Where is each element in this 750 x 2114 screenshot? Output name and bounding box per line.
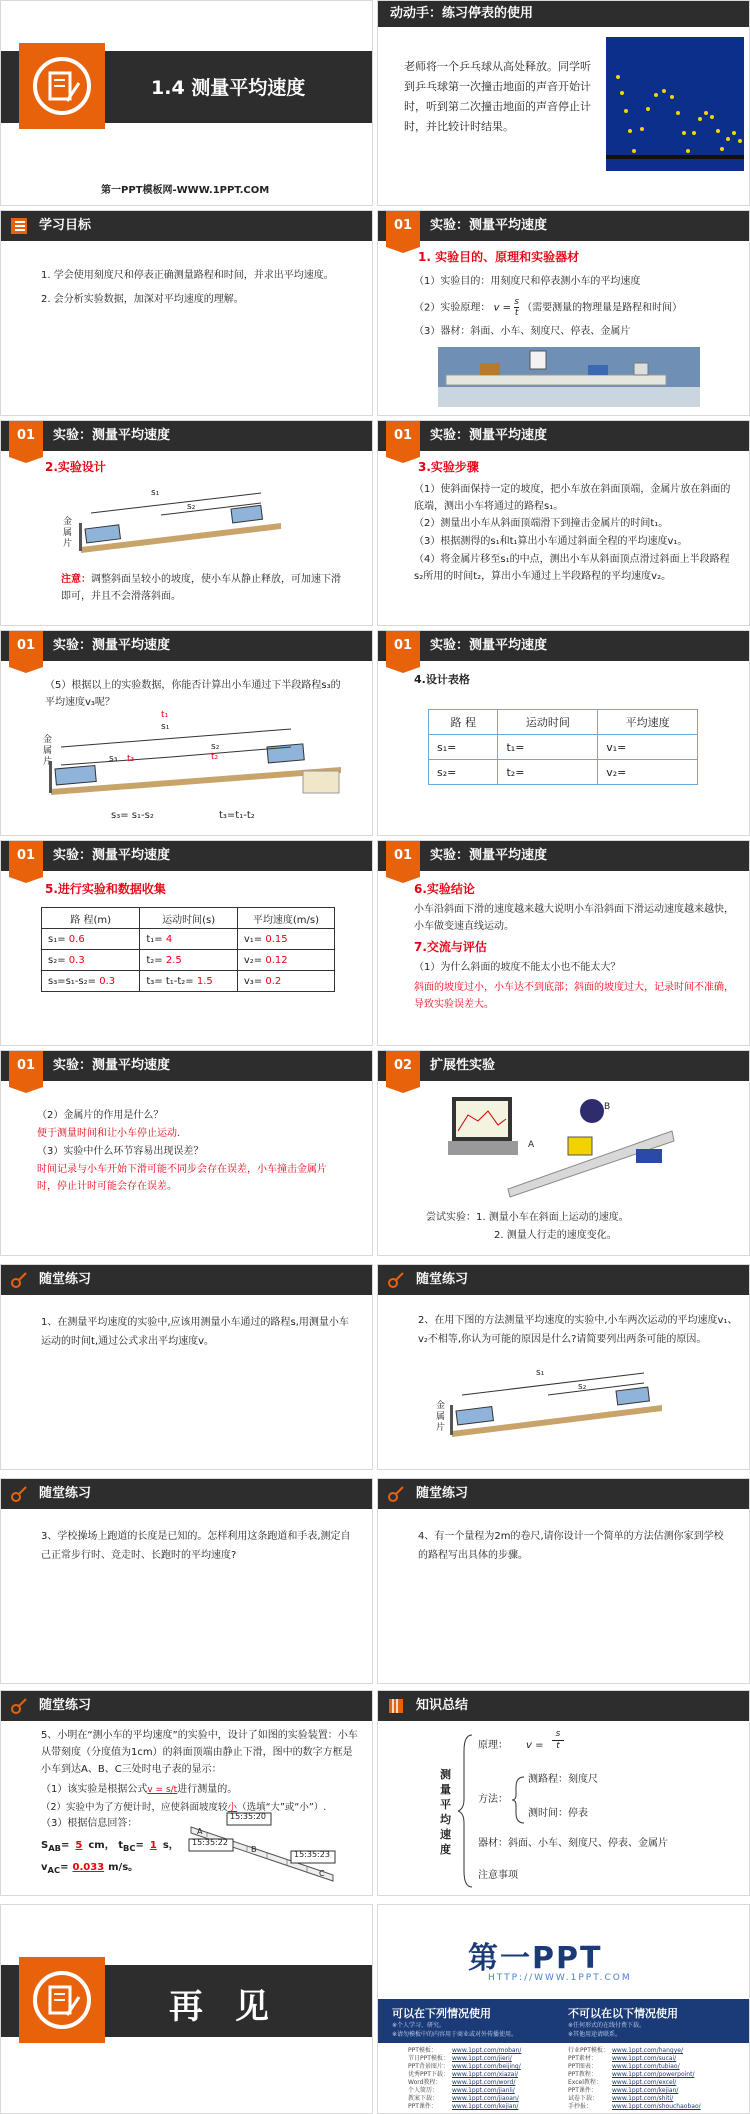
section-number: 01 [386, 841, 420, 877]
label-c: C [319, 1869, 325, 1878]
key-icon [11, 1272, 27, 1288]
tbc-sub: BC [122, 1843, 136, 1853]
ad-link-label: Word教程： [408, 2079, 442, 2086]
bar-title: 随堂练习 [39, 1486, 92, 1501]
q2-answer: 小 [227, 1802, 238, 1813]
slide-bar [1, 1265, 372, 1295]
method-time: 测时间：停表 [528, 1808, 588, 1819]
cover-icon-block [19, 43, 105, 129]
summary-brace [458, 1731, 478, 1891]
table-cell [237, 950, 334, 971]
cell-label: s₃=s₁-s₂= [48, 975, 97, 987]
purpose-line2 [414, 297, 744, 318]
bouncing-ball-photo [606, 37, 744, 171]
tbc-symbol: t [118, 1840, 123, 1851]
vac-unit: m/s。 [108, 1862, 139, 1873]
notes: 注意事项 [478, 1870, 518, 1881]
ad-link[interactable]: www.1ppt.com/jiaoan/ [452, 2095, 519, 2102]
slide-bar [378, 1051, 749, 1081]
table-cell [237, 929, 334, 950]
fraction [514, 297, 519, 318]
slide-bar [1, 1691, 372, 1721]
ad-link-label: PPT教程： [568, 2071, 597, 2078]
ad-link[interactable]: www.1ppt.com/powerpoint/ [612, 2071, 695, 2078]
ad-link-row [408, 2087, 521, 2095]
vac-line [41, 1859, 138, 1879]
exercise4-text: 4、有一个量程为2m的卷尺,请你设计一个简单的方法估测你家到学校的路程写出具体的步骤。 [418, 1531, 724, 1561]
slide-bar [378, 631, 749, 661]
table-cell [42, 971, 140, 992]
pencil-doc-icon [19, 43, 105, 129]
ad-link-label: 优秀PPT下载： [408, 2071, 449, 2078]
eval-question: （1）为什么斜面的坡度不能太小也不能太大？ [414, 962, 621, 973]
ad-link-row [568, 2095, 701, 2103]
table-slide [377, 630, 750, 836]
col-header: 运动时间 [498, 710, 598, 735]
slide-bar [1, 421, 372, 451]
sab-answer: 5 [75, 1840, 83, 1851]
t2-label: t₂ [211, 752, 219, 762]
book-icon [388, 1698, 404, 1714]
summary-slide [377, 1690, 750, 1896]
bar-title: 随堂练习 [416, 1272, 469, 1287]
q1-text: （1）该实验是根据公式 [41, 1784, 148, 1795]
exercise3-text: 3、学校操场上跑道的长度是已知的。怎样利用这条跑道和手表,测定自己正常步行时、竞走时、长跑时的平均速度? [41, 1531, 351, 1561]
end-slide [0, 1904, 373, 2114]
label-a: A [197, 1827, 203, 1836]
s2-label: s₂ [578, 1382, 587, 1392]
q5-text: （5）根据以上的实验数据，你能否计算出小车通过下半段路程s₃的平均速度v₃呢？ [45, 680, 341, 708]
design-heading: 2.实验设计 [45, 460, 106, 474]
goal-2: 2. 会分析实验数据，加深对平均速度的理解。 [41, 294, 244, 305]
tbc-eq: = [135, 1840, 144, 1851]
pencil-doc-icon [19, 1957, 105, 2043]
q2-tail: （选填“大”或“小”）. [237, 1802, 327, 1813]
ad-slide [377, 1904, 750, 2114]
q5-ramp-diagram [41, 717, 351, 797]
cell-value: 0.2 [265, 975, 282, 987]
cell-value: 0.12 [265, 954, 288, 966]
eval-heading: 7.交流与评估 [414, 940, 487, 954]
note-prefix: 注意： [61, 574, 91, 585]
sensor-apparatus-photo [448, 1091, 678, 1201]
col-header: 路 程 [429, 710, 498, 735]
method-brace [512, 1775, 526, 1825]
bar-title: 学习目标 [39, 218, 92, 233]
slide-bar [378, 1691, 749, 1721]
ad-link-row [568, 2103, 701, 2111]
formula-s: s [552, 1729, 564, 1741]
q2-text: （2）实验中为了方便计时，应使斜面坡度较 [41, 1802, 228, 1813]
slide-bar [378, 1, 749, 27]
ad-link[interactable]: www.1ppt.com/word/ [452, 2079, 516, 2086]
bar-title: 实验：测量平均速度 [53, 428, 171, 443]
plate-q1: （2）金属片的作用是什么？ [37, 1110, 164, 1121]
ad-link[interactable]: www.1ppt.com/hangye/ [612, 2047, 683, 2054]
plate-label: 金属片 [43, 735, 53, 767]
equipment-photo [438, 347, 700, 407]
key-icon [11, 1698, 27, 1714]
cell-label: t₃= t₁-t₂= [146, 975, 194, 987]
goals-slide [0, 210, 373, 416]
table-cell [42, 950, 140, 971]
step-4: （4）将金属片移至s₁的中点，测出小车从斜面顶点滑过斜面上半段路程s₂所用的时间t₂，算出小车通过上半段路程的平均速度v₂。 [414, 554, 730, 582]
extend-line2: 2. 测量人行走的速度变化。 [494, 1230, 617, 1241]
formula-t: t [514, 308, 519, 318]
cell-label: t₂= [146, 954, 163, 966]
formula-s: s [514, 297, 519, 307]
clock-c: 15:35:23 [294, 1850, 330, 1859]
ad-right-line: ※其他用途请联系。 [568, 2031, 622, 2038]
ad-link-row [568, 2063, 701, 2071]
cell-value: 0.3 [68, 954, 85, 966]
section-number: 01 [386, 211, 420, 247]
bar-title: 实验：测量平均速度 [53, 1058, 171, 1073]
cover-slide [0, 0, 373, 206]
extend-line1: 尝试实验：1. 测量小车在斜面上运动的速度。 [426, 1212, 629, 1223]
sab-eq: = [61, 1840, 70, 1851]
table-cell: t₂= [498, 760, 598, 785]
ad-link-row [408, 2103, 521, 2111]
t3-label: t₃ [127, 754, 135, 764]
bar-title: 扩展性实验 [430, 1058, 496, 1073]
cell-label: v₂= [243, 954, 263, 966]
section-number: 01 [9, 841, 43, 877]
ad-link-row [408, 2047, 521, 2055]
drill-text: 老师将一个乒乓球从高处释放。同学听到乒乓球第一次撞击地面的声音开始计时，听到第二次撞击地面的声音停止计时，并比较计时结果。 [404, 60, 591, 133]
tbc-unit: s， [162, 1840, 179, 1851]
label-b: B [604, 1102, 611, 1112]
table-cell: s₁= [429, 735, 498, 760]
ad-left-title: 可以在下列情况使用 [392, 2007, 491, 2020]
design-note [61, 571, 341, 605]
ad-link[interactable]: www.1ppt.com/excel/ [612, 2079, 677, 2086]
bar-title: 实验：测量平均速度 [430, 638, 548, 653]
section-number: 01 [386, 421, 420, 457]
exercise5-slide [0, 1690, 373, 1896]
principle-label: 原理： [478, 1740, 508, 1751]
slide-bar [378, 841, 749, 871]
design-table [428, 709, 698, 785]
s1-label: s₁ [161, 722, 170, 732]
plate-slide [0, 1050, 373, 1256]
principle-label: （2）实验原理： [414, 302, 491, 314]
plate-label: 金属片 [63, 517, 73, 549]
ad-link[interactable]: www.1ppt.com/moban/ [452, 2047, 522, 2054]
ad-link-row [568, 2055, 701, 2063]
ad-link-label: PPT模板： [408, 2047, 437, 2054]
plate-a2: 时间记录与小车开始下滑可能不同步会存在误差，小车撞击金属片时，停止计时可能会存在误差。 [37, 1164, 327, 1192]
q1-answer: v = s/t [147, 1785, 178, 1795]
steps-slide [377, 420, 750, 626]
sab-line [41, 1837, 179, 1857]
slide-bar [1, 211, 372, 241]
bar-title: 知识总结 [416, 1698, 469, 1713]
cell-label: t₁= [146, 933, 163, 945]
formula-v: v = [493, 302, 512, 314]
cell-value: 1.5 [196, 975, 213, 987]
cover-footer: 第一PPT模板网-WWW.1PPT.COM [101, 185, 270, 196]
ad-link-row [408, 2063, 521, 2071]
vac-eq: = [60, 1862, 69, 1873]
ad-link-row [568, 2087, 701, 2095]
section-number: 02 [386, 1051, 420, 1087]
cell-value: 4 [165, 933, 173, 945]
ad-link-row [408, 2071, 521, 2079]
plate-a1: 便于测量时间和让小车停止运动. [37, 1128, 181, 1139]
exercise3-slide [0, 1478, 373, 1684]
cell-label: s₁= [48, 933, 66, 945]
ad-link-label: 教案下载： [408, 2095, 439, 2102]
section-number: 01 [9, 631, 43, 667]
ad-link-label: PPT背景图片： [408, 2063, 449, 2070]
clock-b: 15:35:22 [192, 1838, 228, 1847]
summary-fraction [552, 1729, 564, 1752]
exercise4-slide [377, 1478, 750, 1684]
cell-label: s₂= [48, 954, 66, 966]
ad-link[interactable]: www.1ppt.com/shouchaobao/ [612, 2103, 701, 2110]
bar-title: 随堂练习 [39, 1272, 92, 1287]
exercise1-text: 1、在测量平均速度的实验中,应该用测量小车通过的路程s,用测量小车运动的时间t,通过公式求出平均速度v。 [41, 1317, 349, 1347]
summary-root: 测量平均速度 [440, 1768, 451, 1856]
q3: （3）根据信息回答： [41, 1818, 138, 1829]
exercise5-text: 5、小明在“测小车的平均速度”的实验中，设计了如图的实验装置：小车从带刻度（分度值为1cm）的斜面顶端由静止下滑，图中的数字方框是小车到达A、B、C三处时电子表的显示： [41, 1730, 358, 1775]
method-label: 方法： [478, 1794, 508, 1805]
table-cell: t₁= [498, 735, 598, 760]
step-3: （3）根据测得的s₁和t₁算出小车通过斜面全程的平均速度v₁。 [414, 536, 688, 547]
equipment: 器材：斜面、小车、刻度尺、停表、金属片 [478, 1838, 668, 1849]
s2-label: s₂ [187, 502, 196, 512]
col-header: 路 程(m) [42, 908, 140, 929]
ad-panel [378, 1999, 750, 2114]
table-cell [42, 929, 140, 950]
ad-link[interactable]: www.1ppt.com/sucai/ [612, 2055, 677, 2062]
design-slide [0, 420, 373, 626]
cell-value: 0.3 [99, 975, 116, 987]
plate-q2: （3）实验中什么环节容易出现误差？ [37, 1146, 204, 1157]
table-cell [140, 929, 238, 950]
key-icon [388, 1486, 404, 1502]
bar-title: 实验：测量平均速度 [430, 428, 548, 443]
slide-bar [378, 1479, 749, 1509]
s3-label: s₃ [109, 754, 118, 764]
slide-bar [378, 211, 749, 241]
vac-answer: 0.033 [72, 1862, 105, 1873]
key-icon [388, 1272, 404, 1288]
bar-title: 动动手：练习停表的使用 [390, 6, 534, 21]
ad-link[interactable]: www.1ppt.com/beijing/ [452, 2063, 521, 2070]
s2-label: s₂ [211, 742, 220, 752]
col-header: 平均速度(m/s) [237, 908, 334, 929]
label-a: A [528, 1140, 535, 1150]
key-icon [11, 1486, 27, 1502]
slide-bar [1, 841, 372, 871]
formula-t3: t₃=t₁-t₂ [219, 810, 255, 821]
end-title: 再 见 [169, 1987, 279, 2027]
conclusion-slide [377, 840, 750, 1046]
ad-link[interactable]: www.1ppt.com/xiazai/ [452, 2071, 519, 2078]
note-text: 调整斜面呈较小的坡度，使小车从静止释放，可加速下滑即可，并且不会滑落斜面。 [61, 574, 341, 602]
ad-right-line: ※任何形式的在线付费下载。 [568, 2022, 646, 2029]
table-cell: s₂= [429, 760, 498, 785]
table-heading: 4.设计表格 [414, 673, 470, 686]
table-cell [237, 971, 334, 992]
ad-links-area [378, 2043, 750, 2114]
links-left [408, 2047, 521, 2111]
ramp-diagram [61, 485, 291, 555]
section-number: 01 [9, 421, 43, 457]
ad-link[interactable]: www.1ppt.com/kejian/ [452, 2103, 519, 2110]
sab-symbol: S [41, 1840, 49, 1851]
s1-label: s₁ [151, 488, 160, 498]
data-slide [0, 840, 373, 1046]
tbc-answer: 1 [149, 1840, 157, 1851]
purpose-line1: （1）实验目的：用刻度尺和停表测小车的平均速度 [414, 276, 641, 287]
clock-a: 15:35:20 [230, 1812, 266, 1821]
ad-link[interactable]: www.1ppt.com/jianli/ [452, 2087, 515, 2094]
table-cell [140, 971, 238, 992]
slide-bar [1, 631, 372, 661]
formula-t: t [556, 1741, 560, 1751]
exercise2-slide [377, 1264, 750, 1470]
ad-link-row [568, 2047, 701, 2055]
sab-sub: AB [48, 1843, 61, 1853]
slide-bar [1, 1051, 372, 1081]
extend-slide [377, 1050, 750, 1256]
cell-value: 0.6 [68, 933, 85, 945]
ad-left-line: ※个人学习、研究。 [392, 2022, 446, 2029]
q5-slide [0, 630, 373, 836]
slide-bar [378, 421, 749, 451]
cell-value: 0.15 [265, 933, 288, 945]
bar-title: 实验：测量平均速度 [430, 848, 548, 863]
ad-link-label: 行业PPT模板： [568, 2047, 609, 2054]
end-icon-block [19, 1957, 105, 2043]
step-1: （1）使斜面保持一定的坡度，把小车放在斜面顶端，金属片放在斜面的底端，测出小车将通过的路程s₁。 [414, 484, 731, 512]
t1-label: t₁ [161, 710, 169, 720]
ad-link-label: PPT素材： [568, 2055, 597, 2062]
col-header: 运动时间(s) [140, 908, 238, 929]
method-distance: 测路程：刻度尺 [528, 1774, 598, 1785]
principle-note: （需要测量的物理量是路程和时间） [522, 302, 683, 314]
conclusion-heading: 6.实验结论 [414, 882, 475, 896]
vac-sub: AC [47, 1865, 61, 1875]
links-right [568, 2047, 701, 2111]
cell-value: 2.5 [165, 954, 182, 966]
table-cell: v₁= [598, 735, 698, 760]
ad-link[interactable]: www.1ppt.com/kejian/ [612, 2087, 679, 2094]
ad-link-label: Excel教程： [568, 2079, 602, 2086]
section-number: 01 [386, 631, 420, 667]
list-icon [11, 218, 27, 234]
bar-title: 实验：测量平均速度 [430, 218, 548, 233]
ad-url: HTTP://WWW.1PPT.COM [488, 1973, 632, 1983]
ad-link-row [408, 2095, 521, 2103]
ad-link-label: 手抄报： [568, 2103, 593, 2110]
eval-answer: 斜面的坡度过小，小车达不到底部；斜面的坡度过大，记录时间不准确，导致实验误差大。 [414, 982, 734, 1010]
conclusion-text: 小车沿斜面下滑的速度越来越大说明小车沿斜面下滑运动速度越来越快，小车做变速直线运动。 [414, 904, 734, 932]
ad-left-line: ※请勿模板中的内容用于商业或对外传播使用。 [392, 2031, 518, 2038]
s1-label: s₁ [536, 1368, 545, 1378]
ad-link-label: PPT课件： [408, 2103, 437, 2110]
purpose-heading: 1. 实验目的、原理和实验器材 [418, 250, 580, 264]
bar-title: 实验：测量平均速度 [53, 638, 171, 653]
steps-heading: 3.实验步骤 [418, 460, 479, 474]
purpose-line3: （3）器材：斜面、小车、刻度尺、停表、金属片 [414, 326, 631, 337]
ad-logo: 第一PPT [468, 1941, 603, 1976]
data-heading: 5.进行实验和数据收集 [45, 882, 166, 896]
cell-label: v₃= [243, 975, 263, 987]
label-b: B [251, 1845, 257, 1854]
exercise2-text: 2、在用下图的方法测量平均速度的实验中,小车两次运动的平均速度v₁、v₂不相等,你认为可能的原因是什么?请简要列出两条可能的原因。 [418, 1315, 738, 1345]
slide-bar [378, 1265, 749, 1295]
cover-title: 1.4 测量平均速度 [151, 77, 306, 99]
table-cell: v₂= [598, 760, 698, 785]
goal-1: 1. 学会使用刻度尺和停表正确测量路程和时间，并求出平均速度。 [41, 270, 334, 281]
data-table [41, 907, 335, 992]
ad-link-row [568, 2071, 701, 2079]
formula-v: v = [526, 1740, 544, 1751]
bar-title: 随堂练习 [416, 1486, 469, 1501]
purpose-slide [377, 210, 750, 416]
bar-title: 随堂练习 [39, 1698, 92, 1713]
table-cell [140, 950, 238, 971]
ad-right-title: 不可以在以下情况使用 [568, 2007, 678, 2020]
q1 [41, 1781, 361, 1799]
ad-link[interactable]: www.1ppt.com/jieri/ [452, 2055, 512, 2062]
ad-link-row [408, 2055, 521, 2063]
section-number: 01 [9, 1051, 43, 1087]
ad-link-row [568, 2079, 701, 2087]
col-header: 平均速度 [598, 710, 698, 735]
vac-symbol: v [41, 1862, 48, 1873]
drill-slide [377, 0, 750, 206]
ad-link[interactable]: www.1ppt.com/shiti/ [612, 2095, 674, 2102]
ad-link-label: 节日PPT模板： [408, 2055, 449, 2062]
step-2: （2）测量出小车从斜面顶端滑下到撞击金属片的时间t₁。 [414, 518, 669, 529]
sab-unit: cm， [88, 1840, 115, 1851]
ad-link-label: 试卷下载： [568, 2095, 599, 2102]
ad-link-row [408, 2079, 521, 2087]
ad-link-label: PPT课件： [568, 2087, 597, 2094]
plate-label: 金属片 [436, 1401, 446, 1433]
ad-link-label: 个人简历： [408, 2087, 439, 2094]
ad-link-label: PPT图表： [568, 2063, 597, 2070]
q1-tail: 进行测量的。 [177, 1784, 238, 1795]
exercise1-slide [0, 1264, 373, 1470]
formula-s3: s₃= s₁-s₂ [111, 810, 154, 821]
bar-title: 实验：测量平均速度 [53, 848, 171, 863]
slide-bar [1, 1479, 372, 1509]
cell-label: v₁= [243, 933, 263, 945]
ad-link[interactable]: www.1ppt.com/tubiao/ [612, 2063, 680, 2070]
ramp-diagram [438, 1365, 678, 1441]
